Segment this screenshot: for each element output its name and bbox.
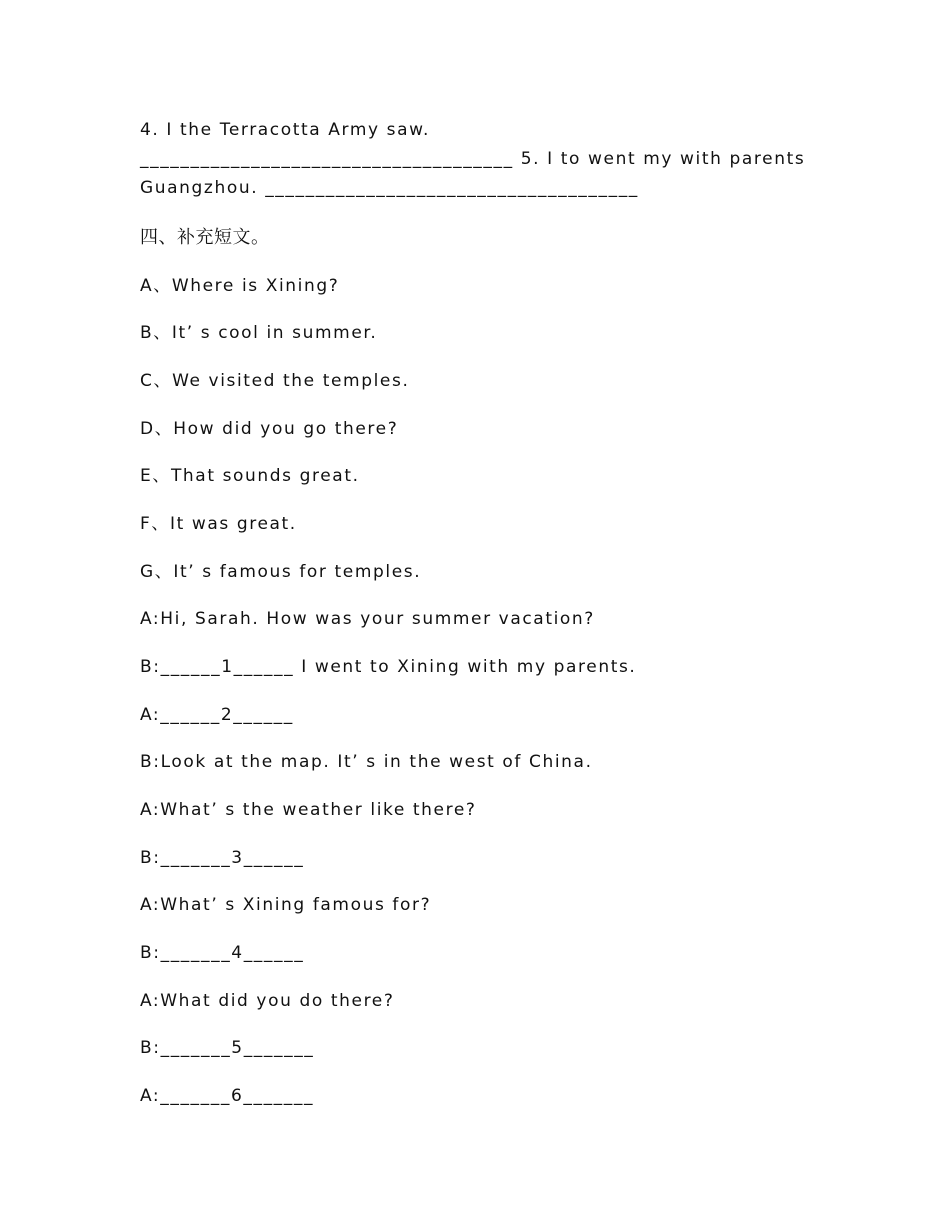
dialogue-line: A:______2______ [140,705,294,725]
section-heading: 四、补充短文。 [140,227,270,248]
option-f: F、It was great. [140,514,297,534]
option-g: G、It’ s famous for temples. [140,562,422,582]
dialogue-line: A:What’ s the weather like there? [140,800,477,820]
option-e: E、That sounds great. [140,466,360,486]
dialogue-line: B:Look at the map. It’ s in the west of China. [140,752,593,772]
reorder-question-5-continued: Guangzhou. _____________________________________ [140,178,639,198]
dialogue-line: A:What’ s Xining famous for? [140,895,432,915]
option-a: A、Where is Xining? [140,276,340,296]
dialogue-line: A:What did you do there? [140,991,395,1011]
dialogue-line: B:_______5_______ [140,1038,315,1058]
dialogue-line: A:_______6_______ [140,1086,315,1106]
reorder-question-4: 4. I the Terracotta Army saw. [140,120,431,140]
dialogue-line: B:______1______ I went to Xining with my parents. [140,657,637,677]
reorder-answer-line-and-question-5: _____________________________________ 5. I to went my with parents [140,149,806,169]
dialogue-line: A:Hi, Sarah. How was your summer vacation? [140,609,595,629]
option-d: D、How did you go there? [140,419,399,439]
dialogue-line: B:_______4______ [140,943,305,963]
option-c: C、We visited the temples. [140,371,410,391]
option-b: B、It’ s cool in summer. [140,323,378,343]
dialogue-line: B:_______3______ [140,848,305,868]
